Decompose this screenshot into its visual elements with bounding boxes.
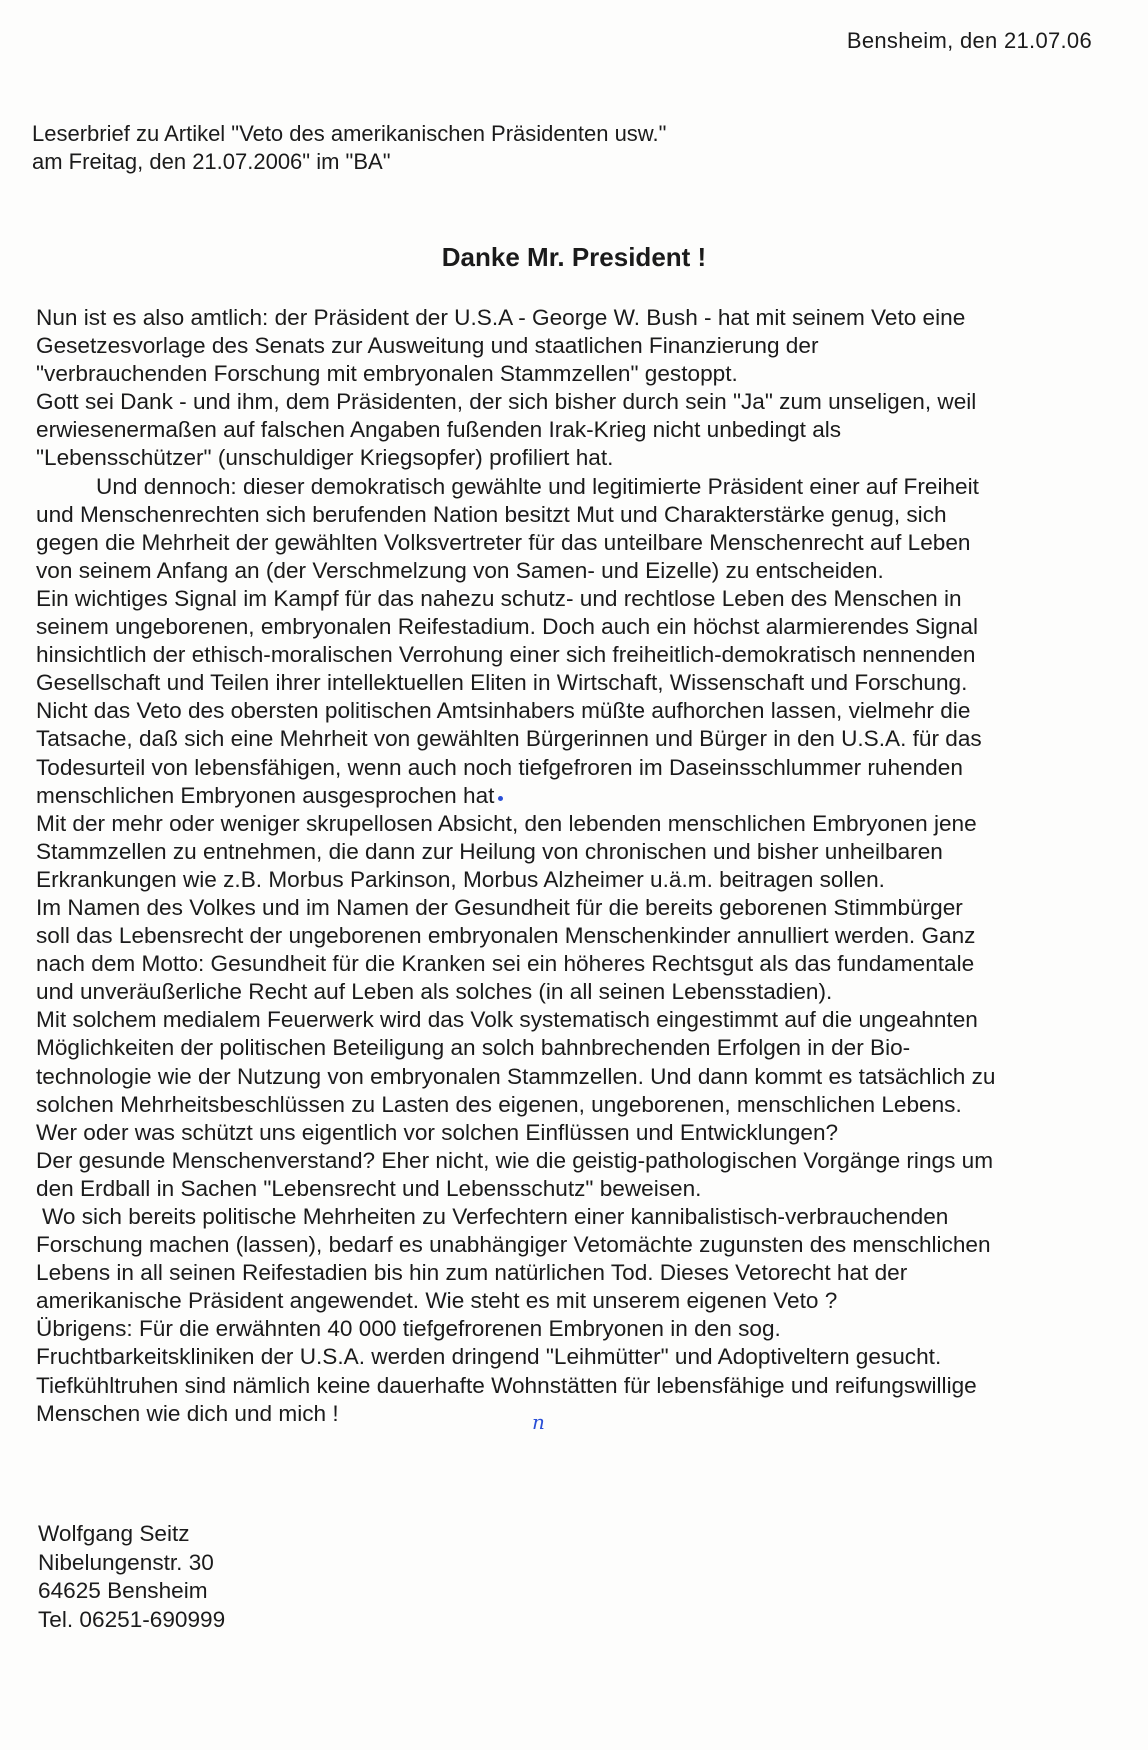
article-reference <box>32 120 666 176</box>
body-line-text: menschlichen Embryonen ausgesprochen hat <box>36 782 495 808</box>
body-line: den Erdball in Sachen "Lebensrecht und Lebensschutz" beweisen. <box>36 1175 702 1201</box>
body-line: Erkrankungen wie z.B. Morbus Parkinson, Morbus Alzheimer u.ä.m. beitragen sollen. <box>36 866 885 892</box>
body-line: nach dem Motto: Gesundheit für die Kranken sei ein höheres Rechtsgut als das fundamentale <box>36 951 975 977</box>
sender-address <box>38 1520 225 1634</box>
body-line: Wo sich bereits politische Mehrheiten zu Verfechtern einer kannibalistisch-verbrauchenden <box>42 1204 949 1229</box>
body-line: Nun ist es also amtlich: der Präsident der U.S.A - George W. Bush - hat mit seinem Veto eine <box>36 305 966 330</box>
body-line: Forschung machen (lassen), bedarf es unabhängiger Vetomächte zugunsten des menschlichen <box>36 1232 991 1258</box>
body-line: Ein wichtiges Signal im Kampf für das nahezu schutz- und rechtlose Leben des Menschen in <box>36 585 962 611</box>
body-line: Fruchtbarkeitskliniken der U.S.A. werden dringend "Leihmütter" und Adoptiveltern gesucht. <box>36 1344 942 1370</box>
body-line: Todesurteil von lebensfähigen, wenn auch noch tiefgefroren im Daseinsschlummer ruhenden <box>36 754 963 780</box>
body-line: amerikanische Präsident angewendet. Wie steht es mit unserem eigenen Veto ? <box>36 1288 838 1314</box>
body-line: Stammzellen zu entnehmen, die dann zur Heilung von chronischen und bisher unheilbaren <box>36 838 943 864</box>
body-line: Nicht das Veto des obersten politischen Amtsinhabers müßte aufhorchen lassen, vielmehr die <box>36 698 971 724</box>
sender-name: Wolfgang Seitz <box>38 1521 190 1546</box>
body-line: seinem ungeborenen, embryonalen Reifestadium. Doch auch ein höchst alarmierendes Signal <box>36 614 978 640</box>
body-line: Tatsache, daß sich eine Mehrheit von gewählten Bürgerinnen und Bürger in den U.S.A. für das <box>36 726 982 752</box>
sender-street: Nibelungenstr. 30 <box>38 1549 214 1575</box>
letter-date: Bensheim, den 21.07.06 <box>846 28 1092 53</box>
body-line: von seinem Anfang an (der Verschmelzung von Samen- und Eizelle) zu entscheiden. <box>36 557 884 583</box>
sender-city: 64625 Bensheim <box>38 1578 208 1603</box>
body-line: Menschen wie dich und mich ! <box>36 1400 339 1426</box>
body-line: soll das Lebensrecht der ungeborenen embryonalen Menschenkinder annulliert werden. Ganz <box>36 923 976 949</box>
body-line: Gesetzesvorlage des Senats zur Ausweitung und staatlichen Finanzierung der <box>36 333 819 359</box>
body-line: Gesellschaft und Teilen ihrer intellektuellen Eliten in Wirtschaft, Wissenschaft und Forschung. <box>36 670 968 696</box>
body-line: Im Namen des Volkes und im Namen der Gesundheit für die bereits geborenen Stimmbürger <box>36 894 963 920</box>
body-line-with-mark <box>36 782 1126 810</box>
letter-body <box>36 304 1126 1428</box>
body-line: und unveräußerliche Recht auf Leben als solches (in all seinen Lebensstadien). <box>36 979 833 1005</box>
body-line: Gott sei Dank - und ihm, dem Präsidenten, der sich bisher durch sein "Ja" zum unseligen, weil <box>36 389 977 415</box>
body-line: Wer oder was schützt uns eigentlich vor solchen Einflüssen und Entwicklungen? <box>36 1119 839 1145</box>
blue-ink-dot <box>498 796 503 801</box>
body-line: Tiefkühltruhen sind nämlich keine dauerhafte Wohnstätten für lebensfähige und reifungswillige <box>36 1372 977 1398</box>
body-line: und Menschenrechten sich berufenden Nation besitzt Mut und Charakterstärke genug, sich <box>36 501 947 527</box>
body-line: Und dennoch: dieser demokratisch gewählte und legitimierte Präsident einer auf Freiheit <box>96 473 979 499</box>
body-line: Der gesunde Menschenverstand? Eher nicht, wie die geistig-pathologischen Vorgänge rings um <box>36 1147 994 1173</box>
reference-line: Leserbrief zu Artikel "Veto des amerikanischen Präsidenten usw." <box>32 121 667 146</box>
reference-line: am Freitag, den 21.07.2006" im "BA" <box>32 149 391 174</box>
body-line: erwiesenermaßen auf falschen Angaben fußenden Irak-Krieg nicht unbedingt als <box>36 417 842 443</box>
body-line: Übrigens: Für die erwähnten 40 000 tiefgefrorenen Embryonen in den sog. <box>36 1316 781 1342</box>
body-line: Lebens in all seinen Reifestadien bis hin zum natürlichen Tod. Dieses Vetorecht hat der <box>36 1260 908 1286</box>
body-line: solchen Mehrheitsbeschlüssen zu Lasten des eigenen, ungeborenen, menschlichen Lebens. <box>36 1091 962 1117</box>
body-line: gegen die Mehrheit der gewählten Volksvertreter für das unteilbare Menschenrecht auf Leben <box>36 529 971 555</box>
sender-phone: Tel. 06251-690999 <box>38 1606 226 1632</box>
body-line: "verbrauchenden Forschung mit embryonalen Stammzellen" gestoppt. <box>36 361 738 387</box>
body-line: technologie wie der Nutzung von embryonalen Stammzellen. Und dann kommt es tatsächlich zu <box>36 1063 996 1089</box>
body-line: Möglichkeiten der politischen Beteiligung an solch bahnbrechenden Erfolgen in der Bio- <box>36 1035 911 1061</box>
body-line: Mit der mehr oder weniger skrupellosen Absicht, den lebenden menschlichen Embryonen jene <box>36 810 977 836</box>
letter-title: Danke Mr. President ! <box>441 242 707 272</box>
body-line: Mit solchem medialem Feuerwerk wird das Volk systematisch eingestimmt auf die ungeahnten <box>36 1007 978 1033</box>
body-line: hinsichtlich der ethisch-moralischen Verrohung einer sich freiheitlich-demokratisch nennenden <box>36 642 976 668</box>
body-line: "Lebensschützer" (unschuldiger Kriegsopfer) profiliert hat. <box>36 445 614 471</box>
handwritten-correction: n <box>532 1410 545 1434</box>
